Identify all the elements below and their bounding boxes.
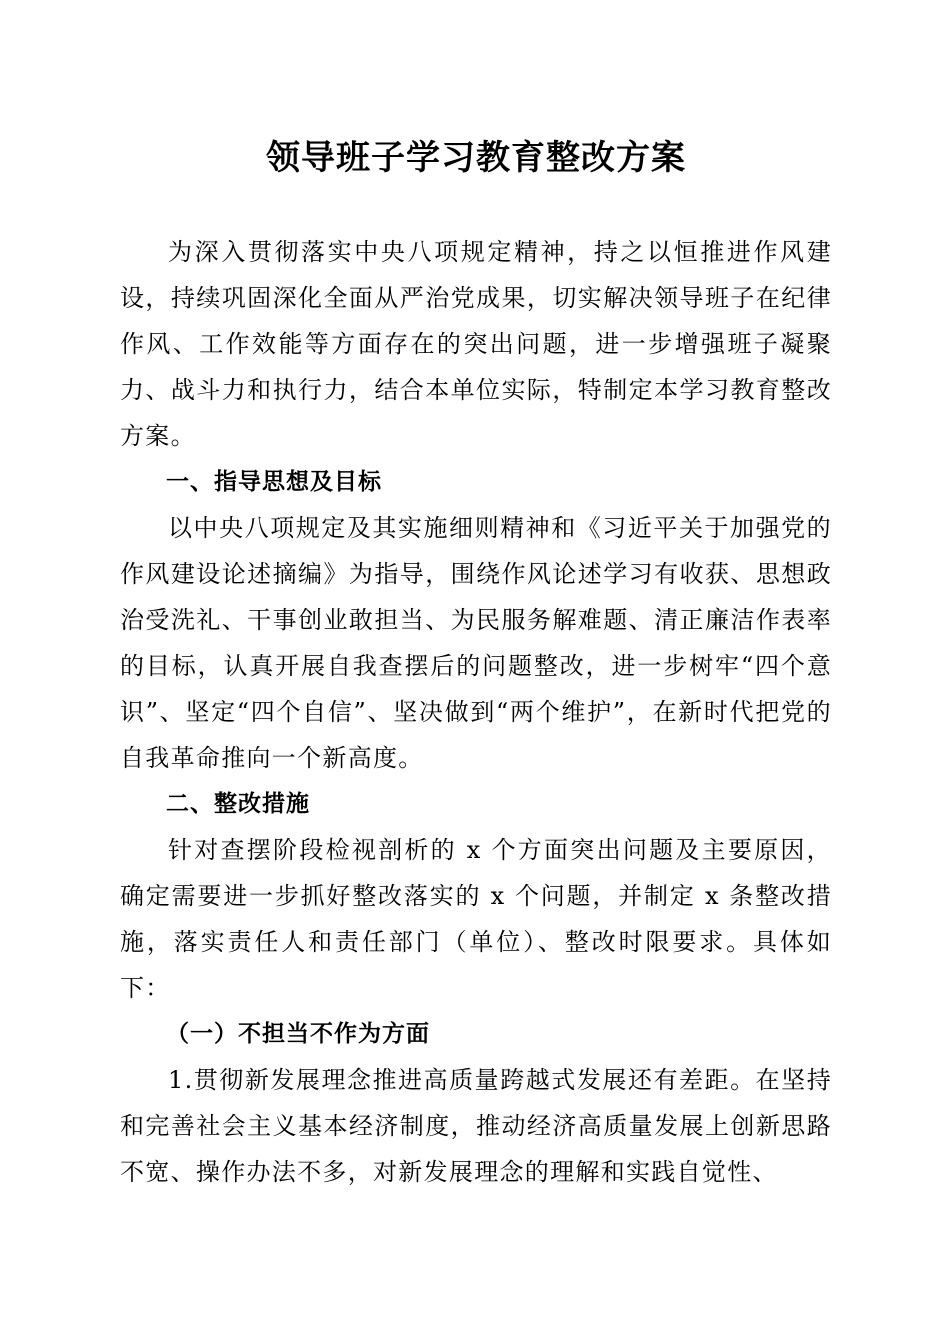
section-heading-rectification-measures: 二、整改措施 (166, 791, 310, 817)
subsection-heading-accountability: （一）不担当不作为方面 (166, 1020, 430, 1047)
section-guiding-ideology-paragraph: 以中央八项规定及其实施细则精神和《习近平关于加强党的作风建设论述摘编》为指导，围绕作风论述学习有收获、思想政治受洗礼、干事创业敢担当、为民服务解难题、清正廉洁作表率的目标，认真开展自我查摆后的问题整改，进一步树牢“四个意识”、坚定“四个自信”、坚决做到“两个维护”，在新时代把党的自我革命推向一个新高度。 (120, 514, 832, 772)
document-body (120, 229, 832, 1195)
intro-paragraph: 为深入贯彻落实中央八项规定精神，持之以恒推进作风建设，持续巩固深化全面从严治党成果，切实解决领导班子在纪律作风、工作效能等方面存在的突出问题，进一步增强班子凝聚力、战斗力和执行力，结合本单位实际，特制定本学习教育整改方案。 (120, 238, 832, 450)
item-paragraph-1: 1.贯彻新发展理念推进高质量跨越式发展还有差距。在坚持和完善社会主义基本经济制度，推动经济高质量发展上创新思路不宽、操作办法不多，对新发展理念的理解和实践自觉性、 (120, 1066, 832, 1186)
document-title: 领导班子学习教育整改方案 (266, 138, 686, 178)
section-heading-guiding-ideology: 一、指导思想及目标 (166, 469, 382, 495)
section-rectification-measures-paragraph: 针对查摆阶段检视剖析的 x 个方面突出问题及主要原因，确定需要进一步抓好整改落实的 x 个问题，并制定 x 条整改措施，落实责任人和责任部门（单位）、整改时限要求。具体如下： (120, 836, 832, 1002)
